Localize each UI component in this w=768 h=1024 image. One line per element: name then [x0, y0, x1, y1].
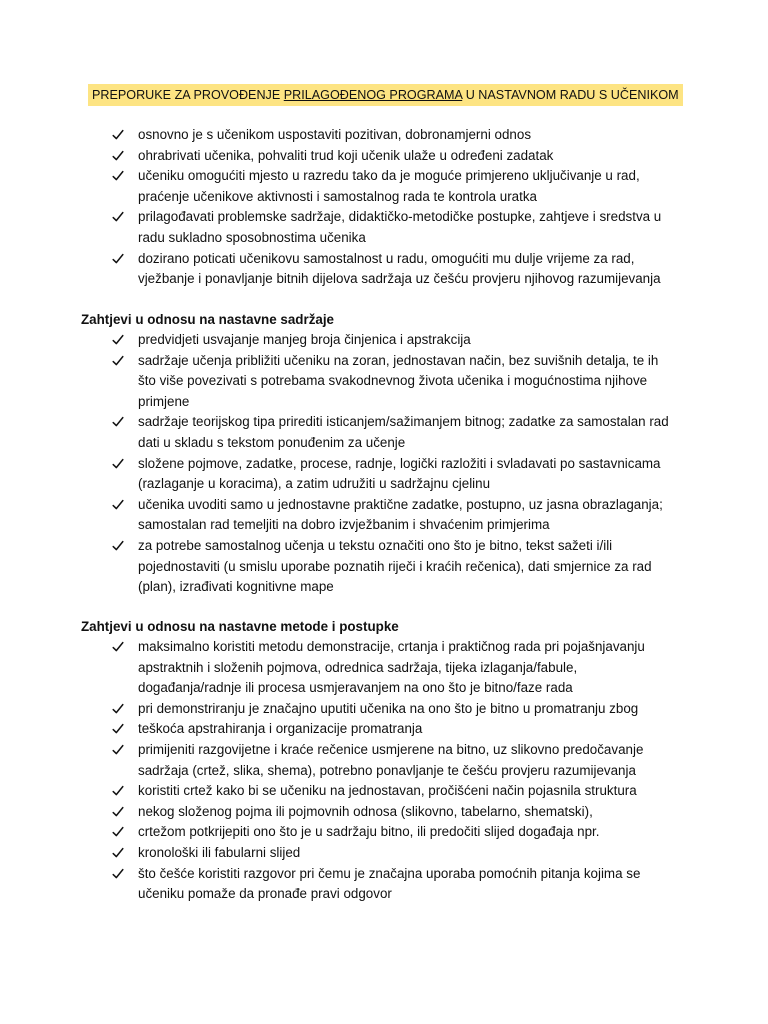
list-item-text-line: praćenje učenikove aktivnosti i samostalnog rada te kontrola uratka: [138, 188, 537, 204]
list-item: [112, 843, 722, 864]
checkmark-icon: [112, 740, 128, 760]
list-item-text-line: radu sukladno sposobnostima učenika: [138, 229, 366, 245]
list-item-text-line: ohrabrivati učenika, pohvaliti trud koji učenik ulaže u određeni zadatak: [138, 147, 554, 163]
list-item-text-line: primjene: [138, 393, 190, 409]
checkmark-icon: [112, 843, 128, 863]
document-title-highlight: [88, 84, 683, 106]
list-item-text-line: što više povezivati s potrebama svakodnevnog života učenika i mogućnostima njihove: [138, 373, 648, 389]
list-item: [112, 146, 722, 167]
section-heading-content: Zahtjevi u odnosu na nastavne sadržaje: [81, 312, 335, 327]
checkmark-icon: [112, 637, 128, 657]
checkmark-icon: [112, 125, 128, 145]
list-item-text-line: predvidjeti usvajanje manjeg broja činjenica i apstrakcija: [138, 332, 471, 347]
checkmark-icon: [112, 412, 128, 432]
checkmark-icon: [112, 802, 128, 822]
list-item-text-line: pojednostaviti (u smislu uporabe poznatih riječi i kraćih rečenica), dati smjernice za rad: [138, 558, 652, 574]
list-item-text-line: samostalan rad temeljiti na dobro izvježbanim i shvaćenim primjerima: [138, 517, 550, 533]
list-item: [112, 495, 722, 536]
list-item: [112, 125, 722, 146]
checkmark-icon: [112, 822, 128, 842]
list-item: [112, 740, 722, 781]
list-item: [112, 637, 722, 699]
section-heading-methods: Zahtjevi u odnosu na nastavne metode i postupke: [81, 619, 399, 634]
checkmark-icon: [112, 249, 128, 269]
list-item: [112, 454, 722, 495]
list-item-text-line: teškoća apstrahiranja i organizacije promatranja: [138, 721, 423, 737]
checkmark-icon: [112, 207, 128, 227]
checkmark-icon: [112, 495, 128, 515]
list-item: [112, 166, 722, 207]
list-item: [112, 249, 722, 290]
list-item-text-line: crtežom potkrijepiti ono što je u sadržaju bitno, ili predočiti slijed događaja npr.: [138, 824, 600, 840]
list-item-text-line: maksimalno koristiti metodu demonstracije, crtanja i praktičnog rada pri pojašnjavanju: [138, 639, 645, 654]
list-item: [112, 351, 722, 413]
title-part-underlined: PRILAGOĐENOG PROGRAMA: [283, 88, 463, 102]
checkmark-icon: [112, 330, 128, 350]
list-item-text-line: prilagođavati problemske sadržaje, didaktičko-metodičke postupke, zahtjeve i sredstva u: [138, 209, 662, 225]
checkmark-icon: [112, 699, 128, 719]
list-item: [112, 719, 722, 740]
list-item-text-line: pri demonstriranju je značajno uputiti učenika na ono što je bitno u promatranju zbog: [138, 700, 639, 716]
list-item: [112, 864, 722, 905]
checkmark-icon: [112, 351, 128, 371]
methods-requirements-list: [112, 637, 722, 905]
list-item: [112, 536, 722, 598]
checkmark-icon: [112, 536, 128, 556]
list-item: [112, 699, 722, 720]
title-part-before: PREPORUKE ZA PROVOĐENJE: [92, 88, 284, 102]
list-item-text-line: dati u skladu s tekstom ponuđenim za učenje: [138, 434, 406, 450]
document-title: [92, 88, 679, 102]
list-item-text-line: kronološki ili fabularni slijed: [138, 844, 301, 860]
list-item-text-line: sadržaja (crtež, slika, shema), potrebno ponavljanje te češću provjeru razumijevanja: [138, 762, 636, 778]
list-item-text-line: što češće koristiti razgovor pri čemu je značajna uporaba pomoćnih pitanja kojima se: [138, 865, 641, 881]
intro-recommendations-list: [112, 125, 722, 290]
list-item-text-line: događanja/radnje ili procesa usmjeravanjem na ono što je bitno/faze rada: [138, 680, 573, 696]
list-item-text-line: (plan), izrađivati kognitivne mape: [138, 579, 334, 595]
title-part-after: U NASTAVNOM RADU S UČENIKOM: [462, 88, 679, 102]
list-item-text-line: učeniku pomaže da pronađe pravi odgovor: [138, 886, 392, 902]
checkmark-icon: [112, 146, 128, 166]
list-item-text-line: sadržaje teorijskog tipa prirediti isticanjem/sažimanjem bitnog; zadatke za samostalan rad: [138, 414, 669, 430]
checkmark-icon: [112, 166, 128, 186]
list-item-text-line: učeniku omogućiti mjesto u razredu tako da je moguće primjereno uključivanje u rad,: [138, 168, 640, 184]
list-item-text-line: nekog složenog pojma ili pojmovnih odnosa (slikovno, tabelarno, shematski),: [138, 803, 593, 819]
list-item-text-line: učenika uvoditi samo u jednostavne praktične zadatke, postupno, uz jasna obrazlaganja;: [138, 496, 663, 512]
list-item: [112, 207, 722, 248]
checkmark-icon: [112, 454, 128, 474]
list-item-text-line: sadržaje učenja približiti učeniku na zoran, jednostavan način, bez suvišnih detalja, te ih: [138, 352, 659, 368]
list-item-text-line: primijeniti razgovijetne i kraće rečenice usmjerene na bitno, uz slikovno predočavanje: [138, 741, 644, 757]
checkmark-icon: [112, 781, 128, 801]
list-item: [112, 412, 722, 453]
list-item: [112, 781, 722, 802]
list-item-text-line: za potrebe samostalnog učenja u tekstu označiti ono što je bitno, tekst sažeti i/ili: [138, 537, 613, 553]
list-item-text-line: (razlaganje u koracima), a zatim udružiti u sadržajnu cjelinu: [138, 476, 491, 492]
list-item: [112, 330, 722, 351]
checkmark-icon: [112, 864, 128, 884]
checkmark-icon: [112, 719, 128, 739]
list-item-text-line: vježbanje i ponavljanje bitnih dijelova sadržaja uz češću provjeru njihovog razumijevanja: [138, 271, 661, 287]
list-item-text-line: apstraktnih i složenih pojmova, odrednica sadržaja, tijeka izlaganja/fabule,: [138, 659, 578, 675]
content-requirements-list: [112, 330, 722, 598]
list-item-text-line: dozirano poticati učenikovu samostalnost u radu, omogućiti mu dulje vrijeme za rad,: [138, 250, 635, 266]
list-item: [112, 822, 722, 843]
list-item: [112, 802, 722, 823]
list-item-text-line: koristiti crtež kako bi se učeniku na jednostavan, pročišćeni način pojasnila struktura: [138, 783, 637, 799]
list-item-text-line: složene pojmove, zadatke, procese, radnje, logički razložiti i svladavati po sastavnicama: [138, 455, 661, 471]
list-item-text-line: osnovno je s učenikom uspostaviti pozitivan, dobronamjerni odnos: [138, 127, 532, 142]
